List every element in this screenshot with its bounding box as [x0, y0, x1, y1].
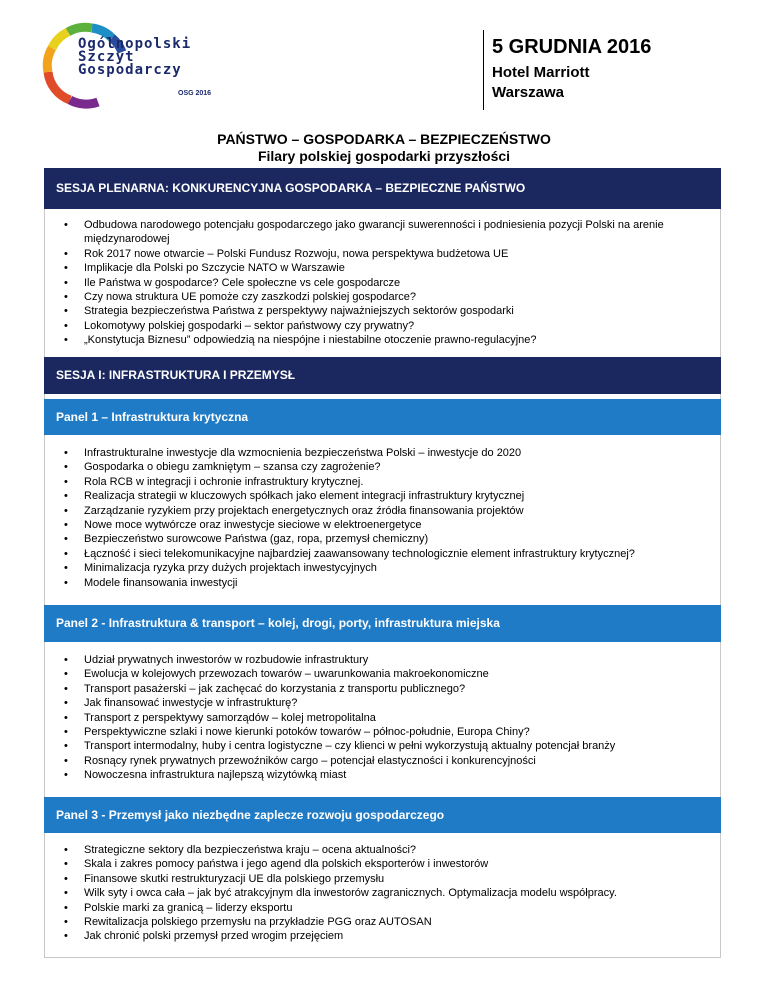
summit-logo: [38, 22, 238, 112]
event-venue: Hotel Marriott: [492, 64, 590, 81]
list-item: • Skala i zakres pomocy państwa i jego agend dla polskich eksporterów i inwestorów: [64, 857, 714, 871]
list-item: • Odbudowa narodowego potencjału gospodarczego jako gwarancji suwerenności i podniesienia pozycji Polski na arenie międzynarodowej: [64, 218, 714, 247]
list-item: • Gospodarka o obiegu zamkniętym – szansa czy zagrożenie?: [64, 460, 714, 474]
list-item: • Nowe moce wytwórcze oraz inwestycje sieciowe w elektroenergetyce: [64, 518, 714, 532]
logo-line-3: Gospodarczy: [78, 62, 182, 78]
list-item: • Czy nowa struktura UE pomoże czy zaszkodzi polskiej gospodarce?: [64, 290, 714, 304]
logo-line-2: Szczyt: [78, 49, 135, 65]
page-title: [0, 131, 768, 165]
list-item: • Jak chronić polski przemysł przed wrogim przejęciem: [64, 929, 714, 943]
list-item: • Rosnący rynek prywatnych przewoźników cargo – potencjał elastyczności i konkurencyjności: [64, 754, 714, 768]
list-item: • Realizacja strategii w kluczowych spółkach jako element integracji infrastruktury krytycznej: [64, 489, 714, 503]
logo-tag: OSG 2016: [178, 90, 212, 97]
list-item: • Wilk syty i owca cała – jak być atrakcyjnym dla inwestorów zagranicznych. Optymalizacja modelu współpracy.: [64, 886, 714, 900]
list-item: • Transport z perspektywy samorządów – kolej metropolitalna: [64, 711, 714, 725]
title-subtitle: Filary polskiej gospodarki przyszłości: [257, 148, 511, 164]
session1-heading: SESJA I: INFRASTRUKTURA I PRZEMYSŁ: [44, 357, 721, 394]
list-item: • Strategiczne sektory dla bezpieczeństwa kraju – ocena aktualności?: [64, 843, 714, 857]
list-item: • Finansowe skutki restrukturyzacji UE dla polskiego przemysłu: [64, 872, 714, 886]
list-item: • Rewitalizacja polskiego przemysłu na przykładzie PGG oraz AUTOSAN: [64, 915, 714, 929]
list-item: • Ile Państwa w gospodarce? Cele społeczne vs cele gospodarcze: [64, 276, 714, 290]
panel3-heading: Panel 3 - Przemysł jako niezbędne zaplecze rozwoju gospodarczego: [44, 797, 721, 833]
list-item: • Modele finansowania inwestycji: [64, 576, 714, 590]
list-item: • Łączność i sieci telekomunikacyjne najbardziej zaawansowany technologicznie element infrastruktury krytycznej?: [64, 547, 714, 561]
panel2-heading: Panel 2 - Infrastruktura & transport – kolej, drogi, porty, infrastruktura miejska: [44, 605, 721, 642]
list-item: • Rola RCB w integracji i ochronie infrastruktury krytycznej.: [64, 475, 714, 489]
list-item: • Infrastrukturalne inwestycje dla wzmocnienia bezpieczeństwa Polski – inwestycje do 2020: [64, 446, 714, 460]
panel1-list: [64, 446, 714, 590]
list-item: • „Konstytucja Biznesu” odpowiedzią na niespójne i niestabilne otoczenie prawno-regulacyjne?: [64, 333, 714, 347]
list-item: • Ewolucja w kolejowych przewozach towarów – uwarunkowania makroekonomiczne: [64, 667, 714, 681]
panel1-heading: Panel 1 – Infrastruktura krytyczna: [44, 399, 721, 435]
header-divider: [483, 30, 484, 110]
plenary-heading: SESJA PLENARNA: KONKURENCYJNA GOSPODARKA – BEZPIECZNE PAŃSTWO: [44, 168, 721, 209]
list-item: • Bezpieczeństwo surowcowe Państwa (gaz, ropa, przemysł chemiczny): [64, 532, 714, 546]
event-date: 5 GRUDNIA 2016: [492, 36, 652, 58]
list-item: • Implikacje dla Polski po Szczycie NATO w Warszawie: [64, 261, 714, 275]
event-city: Warszawa: [492, 84, 564, 101]
logo-line-1: Ogólnopolski: [78, 36, 192, 52]
list-item: • Transport intermodalny, huby i centra logistyczne – czy klienci w pełni wykorzystują aktualny potencjał branży: [64, 739, 714, 753]
panel3-list: [64, 843, 714, 944]
list-item: • Nowoczesna infrastruktura najlepszą wizytówką miast: [64, 768, 714, 782]
list-item: • Transport pasażerski – jak zachęcać do korzystania z transportu publicznego?: [64, 682, 714, 696]
list-item: • Strategia bezpieczeństwa Państwa z perspektywy najważniejszych sektorów gospodarki: [64, 304, 714, 318]
list-item: • Lokomotywy polskiej gospodarki – sektor państwowy czy prywatny?: [64, 319, 714, 333]
list-item: • Udział prywatnych inwestorów w rozbudowie infrastruktury: [64, 653, 714, 667]
list-item: • Zarządzanie ryzykiem przy projektach energetycznych oraz źródła finansowania projektów: [64, 504, 714, 518]
list-item: • Polskie marki za granicą – liderzy eksportu: [64, 901, 714, 915]
list-item: • Rok 2017 nowe otwarcie – Polski Fundusz Rozwoju, nowa perspektywa budżetowa UE: [64, 247, 714, 261]
list-item: • Jak finansować inwestycje w infrastrukturę?: [64, 696, 714, 710]
plenary-list: [64, 218, 714, 348]
list-item: • Minimalizacja ryzyka przy dużych projektach inwestycyjnych: [64, 561, 714, 575]
title-line-1: PAŃSTWO – GOSPODARKA – BEZPIECZEŃSTWO: [217, 131, 551, 147]
panel2-list: [64, 653, 714, 783]
list-item: • Perspektywiczne szlaki i nowe kierunki potoków towarów – północ-południe, Europa Chiny?: [64, 725, 714, 739]
